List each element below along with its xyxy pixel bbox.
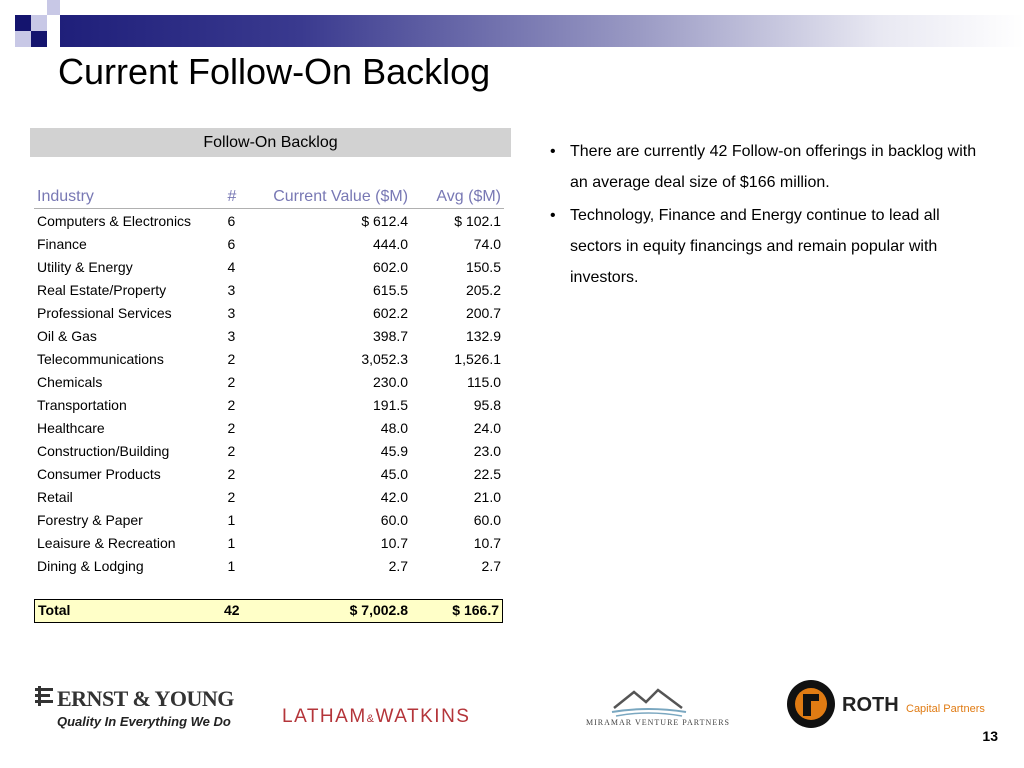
cell-count: 2: [227, 465, 236, 482]
bullet-text: Technology, Finance and Energy continue to lead all sectors in equity financings and remain popular with investors.: [570, 207, 940, 286]
cell-industry: Finance: [37, 235, 87, 252]
header-square-dark: [15, 15, 31, 31]
cell-current-value: 602.0: [373, 258, 409, 275]
bullet-list: [550, 136, 980, 295]
table-row: [34, 278, 504, 301]
cell-count: 1: [227, 557, 236, 574]
table-row: [34, 301, 504, 324]
column-header-industry: Industry: [34, 186, 225, 209]
header-square-light: [31, 15, 47, 31]
table-row: [34, 554, 504, 577]
cell-count: 3: [227, 281, 236, 298]
cell-current-value: 45.9: [380, 442, 409, 459]
roth-name: ROTH: [842, 694, 899, 716]
total-avg: $ 166.7: [452, 602, 499, 618]
cell-avg: 2.7: [481, 557, 501, 574]
header-square-light: [47, 0, 60, 15]
header-square-light: [15, 31, 31, 47]
cell-industry: Transportation: [37, 396, 127, 413]
slide-title: Current Follow-On Backlog: [58, 51, 491, 92]
cell-current-value: 191.5: [373, 396, 409, 413]
cell-industry: Consumer Products: [37, 465, 161, 482]
roth-circle-icon: [786, 679, 836, 729]
cell-avg: $ 102.1: [454, 212, 501, 229]
cell-industry: Computers & Electronics: [37, 212, 192, 229]
total-row: [34, 599, 503, 623]
cell-count: 3: [227, 304, 236, 321]
bullet-item: [550, 136, 980, 198]
cell-count: 1: [227, 534, 236, 551]
corner-blank: [0, 0, 15, 15]
cell-industry: Telecommunications: [37, 350, 164, 367]
cell-industry: Healthcare: [37, 419, 105, 436]
cell-current-value: 2.7: [388, 557, 409, 574]
cell-count: 2: [227, 419, 236, 436]
cell-avg: 205.2: [465, 281, 501, 298]
total-count: 42: [224, 602, 240, 618]
cell-industry: Construction/Building: [37, 442, 170, 459]
table-row: [34, 531, 504, 554]
cell-avg: 22.5: [473, 465, 501, 482]
cell-avg: 1,526.1: [454, 350, 501, 367]
cell-count: 4: [227, 258, 236, 275]
bullet-dot-icon: •: [550, 143, 556, 160]
table-row: [34, 462, 504, 485]
cell-current-value: 602.2: [373, 304, 409, 321]
column-header-count: #: [225, 186, 256, 209]
latham-right: WATKINS: [375, 706, 471, 727]
cell-count: 6: [227, 235, 236, 252]
roth-subtitle: Capital Partners: [906, 703, 985, 715]
ey-bars-icon: [35, 686, 55, 708]
table-row: [34, 232, 504, 255]
table-header-row: [34, 186, 504, 209]
total-label: Total: [38, 602, 71, 618]
bullet-item: [550, 200, 980, 293]
cell-industry: Real Estate/Property: [37, 281, 167, 298]
cell-avg: 132.9: [465, 327, 501, 344]
cell-count: 1: [227, 511, 236, 528]
table-row: [34, 508, 504, 531]
cell-current-value: $ 612.4: [361, 212, 409, 229]
cell-avg: 10.7: [473, 534, 501, 551]
column-header-current-value: Current Value ($M): [256, 186, 411, 209]
cell-avg: 115.0: [467, 373, 501, 390]
cell-current-value: 615.5: [373, 281, 409, 298]
ey-name: ERNST & YOUNG: [57, 686, 234, 711]
cell-industry: Dining & Lodging: [37, 557, 144, 574]
cell-avg: 24.0: [473, 419, 501, 436]
cell-avg: 21.0: [473, 488, 501, 505]
table-row: [34, 255, 504, 278]
cell-current-value: 444.0: [373, 235, 409, 252]
cell-industry: Professional Services: [37, 304, 172, 321]
table-row: [34, 416, 504, 439]
cell-count: 2: [227, 373, 236, 390]
cell-avg: 200.7: [465, 304, 501, 321]
page-number: 13: [982, 728, 998, 744]
header-gradient-band: [60, 15, 1024, 47]
cell-count: 2: [227, 396, 236, 413]
cell-industry: Leaisure & Recreation: [37, 534, 176, 551]
bullet-dot-icon: •: [550, 207, 556, 224]
cell-current-value: 45.0: [380, 465, 409, 482]
cell-avg: 23.0: [473, 442, 501, 459]
cell-count: 3: [227, 327, 236, 344]
cell-industry: Forestry & Paper: [37, 511, 143, 528]
cell-industry: Utility & Energy: [37, 258, 133, 275]
table-row: [34, 370, 504, 393]
table-row: [34, 347, 504, 370]
table-row: [34, 485, 504, 508]
cell-avg: 150.5: [465, 258, 501, 275]
cell-current-value: 60.0: [380, 511, 409, 528]
cell-current-value: 48.0: [380, 419, 409, 436]
total-value: $ 7,002.8: [349, 602, 408, 618]
table-header-banner: Follow-On Backlog: [30, 128, 511, 157]
cell-count: 6: [227, 212, 236, 229]
cell-industry: Chemicals: [37, 373, 103, 390]
ey-tagline: Quality In Everything We Do: [57, 714, 231, 729]
table-body: [34, 209, 504, 578]
column-header-avg: Avg ($M): [411, 186, 504, 209]
cell-avg: 74.0: [473, 235, 501, 252]
miramar-name: MIRAMAR VENTURE PARTNERS: [586, 718, 730, 727]
latham-amp: &: [366, 713, 376, 725]
cell-industry: Oil & Gas: [37, 327, 97, 344]
cell-current-value: 230.0: [373, 373, 409, 390]
cell-avg: 95.8: [473, 396, 501, 413]
cell-current-value: 42.0: [380, 488, 409, 505]
cell-current-value: 3,052.3: [361, 350, 409, 367]
cell-count: 2: [227, 442, 236, 459]
cell-count: 2: [227, 488, 236, 505]
backlog-table: [34, 186, 504, 577]
cell-avg: 60.0: [473, 511, 501, 528]
table-row: [34, 393, 504, 416]
cell-current-value: 398.7: [373, 327, 409, 344]
cell-industry: Retail: [37, 488, 73, 505]
table-row: [34, 439, 504, 462]
latham-left: LATHAM: [282, 706, 367, 727]
cell-current-value: 10.7: [380, 534, 409, 551]
table-row: [34, 209, 504, 233]
bullet-text: There are currently 42 Follow-on offerings in backlog with an average deal size of $166 million.: [570, 143, 977, 191]
header-square-dark: [31, 31, 47, 47]
cell-count: 2: [227, 350, 236, 367]
table-row: [34, 324, 504, 347]
latham-watkins-logo: [282, 706, 470, 728]
